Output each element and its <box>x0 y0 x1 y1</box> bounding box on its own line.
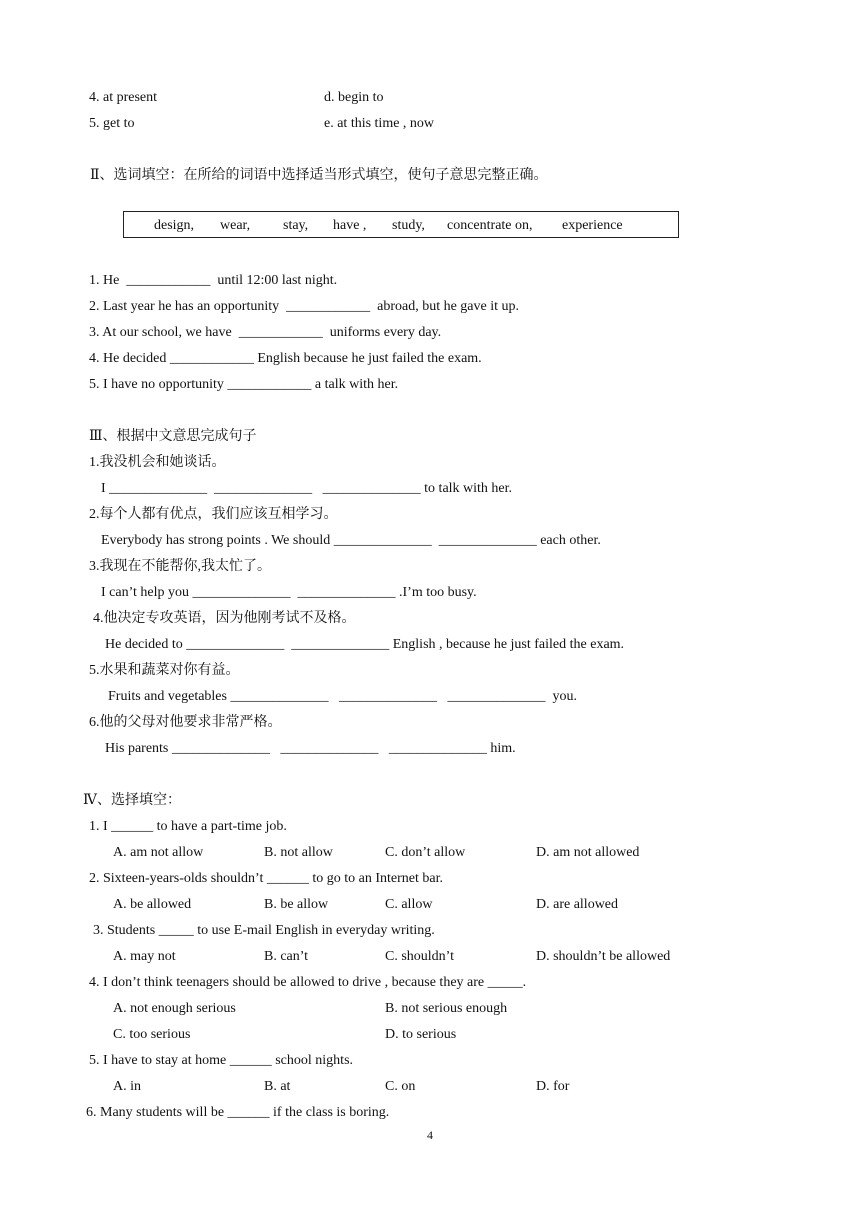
mc-option: B. at <box>264 1079 291 1094</box>
mc-option: C. allow <box>385 897 433 912</box>
match-left-5: 5. get to <box>89 116 135 131</box>
s3-en-5: Fruits and vegetables ______________ ______________ ______________ you. <box>108 689 577 704</box>
s3-cn-3: 3.我现在不能帮你,我太忙了。 <box>89 559 271 574</box>
mc-option: B. can’t <box>264 949 309 964</box>
s2-item-4: 4. He decided ____________ English because he just failed the exam. <box>89 351 482 366</box>
word-bank-item: study, <box>392 218 425 233</box>
word-bank-item: have , <box>333 218 367 233</box>
mc-option: D. am not allowed <box>536 845 640 860</box>
mc-question-3: 3. Students _____ to use E-mail English in everyday writing. <box>93 923 435 938</box>
word-bank-box <box>123 211 679 238</box>
word-bank-item: concentrate on, <box>447 218 533 233</box>
mc-question-4: 4. I don’t think teenagers should be allowed to drive , because they are _____. <box>89 975 527 990</box>
s2-item-3: 3. At our school, we have ____________ uniforms every day. <box>89 325 442 340</box>
mc-option: A. be allowed <box>113 897 192 912</box>
s3-cn-2: 2.每个人都有优点，我们应该互相学习。 <box>89 507 338 522</box>
section4-heading: Ⅳ、选择填空： <box>83 793 181 808</box>
s3-en-4: He decided to ______________ ______________ English , because he just failed the exam. <box>105 637 625 652</box>
match-right-e: e. at this time , now <box>324 116 435 131</box>
mc-option: D. are allowed <box>536 897 619 912</box>
mc-option: C. on <box>385 1079 416 1094</box>
match-right-d: d. begin to <box>324 90 384 105</box>
mc-option: C. shouldn’t <box>385 949 454 964</box>
section3-heading: Ⅲ、根据中文意思完成句子 <box>89 429 257 444</box>
section2-heading: Ⅱ、选词填空：在所给的词语中选择适当形式填空，使句子意思完整正确。 <box>90 168 548 183</box>
mc-option: D. for <box>536 1079 570 1094</box>
mc-option: B. not serious enough <box>385 1001 508 1016</box>
mc-question-1: 1. I ______ to have a part-time job. <box>89 819 287 834</box>
mc-option: B. not allow <box>264 845 333 860</box>
word-bank-item: stay, <box>283 218 309 233</box>
mc-option: B. be allow <box>264 897 329 912</box>
mc-option: A. not enough serious <box>113 1001 236 1016</box>
s3-en-3: I can’t help you ______________ ______________ .I’m too busy. <box>101 585 477 600</box>
s3-en-1: I ______________ ______________ ______________ to talk with her. <box>101 481 513 496</box>
s3-cn-6: 6.他的父母对他要求非常严格。 <box>89 715 282 730</box>
word-bank-item: experience <box>562 218 623 233</box>
mc-option: A. in <box>113 1079 141 1094</box>
mc-option: D. to serious <box>385 1027 457 1042</box>
s3-cn-4: 4.他决定专攻英语，因为他刚考试不及格。 <box>93 611 356 626</box>
mc-question-6: 6. Many students will be ______ if the class is boring. <box>86 1105 390 1120</box>
word-bank-item: design, <box>154 218 195 233</box>
mc-option: A. may not <box>113 949 176 964</box>
page-number: 4 <box>427 1128 433 1142</box>
s3-cn-5: 5.水果和蔬菜对你有益。 <box>89 663 240 678</box>
s3-en-2: Everybody has strong points . We should ______________ ______________ each other. <box>101 533 601 548</box>
mc-question-2: 2. Sixteen-years-olds shouldn’t ______ to go to an Internet bar. <box>89 871 443 886</box>
mc-option: C. don’t allow <box>385 845 466 860</box>
mc-question-5: 5. I have to stay at home ______ school nights. <box>89 1053 354 1068</box>
s2-item-2: 2. Last year he has an opportunity ____________ abroad, but he gave it up. <box>89 299 520 314</box>
mc-option: D. shouldn’t be allowed <box>536 949 671 964</box>
match-left-4: 4. at present <box>89 90 158 105</box>
s3-en-6: His parents ______________ ______________ ______________ him. <box>105 741 516 756</box>
s3-cn-1: 1.我没机会和她谈话。 <box>89 455 226 470</box>
word-bank-item: wear, <box>220 218 251 233</box>
mc-option: C. too serious <box>113 1027 191 1042</box>
mc-option: A. am not allow <box>113 845 204 860</box>
s2-item-5: 5. I have no opportunity ____________ a talk with her. <box>89 377 399 392</box>
s2-item-1: 1. He ____________ until 12:00 last night. <box>89 273 338 288</box>
